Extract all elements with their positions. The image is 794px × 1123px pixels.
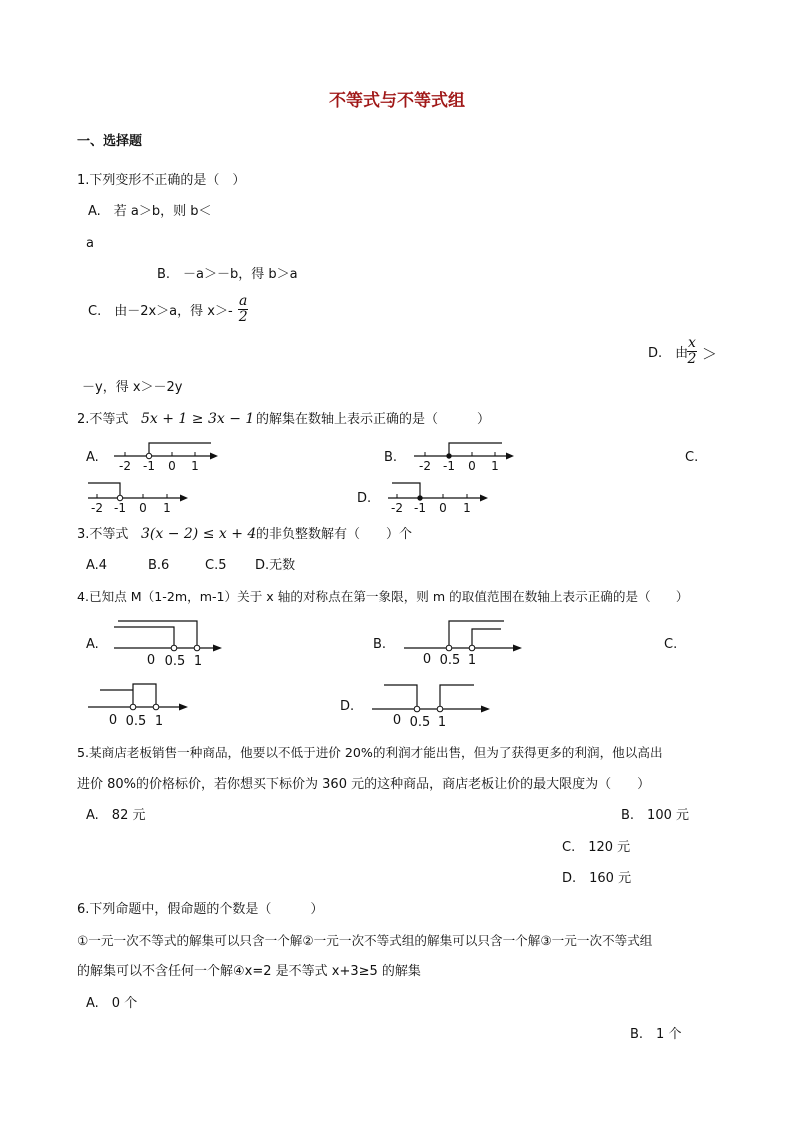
q4-option-d-numberline: [372, 682, 492, 732]
q2-option-d-numberline: [388, 482, 488, 516]
tick-label: 0: [439, 501, 447, 515]
tick-label: -2: [91, 501, 103, 515]
q3-option-c: C.5: [205, 558, 227, 573]
q4-option-b-label: B.: [373, 637, 387, 652]
q5-option-d: D. 160 元: [562, 871, 632, 886]
tick-label: 1: [491, 459, 499, 473]
page-title: 不等式与不等式组: [329, 91, 465, 111]
tick-label: 1: [163, 501, 171, 515]
q3-stem-suffix: 的非负整数解有（ ）个: [256, 527, 413, 542]
q4-option-a-label: A.: [86, 637, 99, 652]
tick-label: -1: [143, 459, 155, 473]
q3-stem-prefix: 3.不等式: [77, 527, 129, 542]
q1-option-d: D. 由: [648, 346, 689, 361]
q4-option-d-label: D.: [340, 699, 355, 714]
tick-label: 1: [437, 715, 447, 730]
fraction-numerator: x: [688, 335, 696, 351]
tick-label: 0: [108, 713, 118, 728]
q2-inequality: 5x + 1 ≥ 3x − 1: [141, 411, 255, 427]
tick-label: 0.5: [439, 653, 461, 668]
q4-option-c-label: C.: [664, 637, 678, 652]
q1-option-d-fraction: [687, 336, 697, 367]
q4-stem: 4.已知点 M（1-2m，m-1）关于 x 轴的对称点在第一象限，则 m 的取值范围在数轴上表示正确的是（ ）: [77, 589, 689, 604]
q4-option-c-numberline: [88, 683, 192, 731]
tick-label: 0: [468, 459, 476, 473]
tick-label: -1: [443, 459, 455, 473]
fraction-denominator: 2: [687, 351, 697, 367]
q1-option-a-continued: a: [86, 236, 94, 251]
tick-label: 1: [467, 653, 477, 668]
tick-label: 0.5: [409, 715, 431, 730]
q6-option-a: A. 0 个: [86, 996, 138, 1011]
q1-option-a: A. 若 a＞b，则 b＜: [88, 204, 212, 219]
q5-stem-line2: 进价 80%的价格标价，若你想买下标价为 360 元的这种商品，商店老板让价的最大限度为（ ）: [77, 777, 651, 792]
q5-option-a: A. 82 元: [86, 808, 146, 823]
q6-statements-line1: ①一元一次不等式的解集可以只含一个解②一元一次不等式组的解集可以只含一个解③一元一次不等式组: [77, 933, 653, 948]
q6-statements-line2: 的解集可以不含任何一个解④x=2 是不等式 x+3≥5 的解集: [77, 964, 421, 979]
tick-label: 0: [422, 652, 432, 667]
q5-option-b: B. 100 元: [621, 808, 689, 823]
tick-label: 0.5: [125, 714, 147, 729]
q3-option-a: A.4: [86, 558, 108, 573]
q1-option-b: B. －a＞－b，得 b＞a: [157, 267, 298, 282]
q1-stem: 1.下列变形不正确的是（ ）: [77, 173, 246, 188]
fraction-numerator: a: [239, 293, 248, 309]
tick-label: 0: [146, 653, 156, 668]
section-heading: 一、选择题: [77, 134, 143, 149]
tick-label: -2: [391, 501, 403, 515]
tick-label: 1: [191, 459, 199, 473]
q5-stem-line1: 5.某商店老板销售一种商品，他要以不低于进价 20%的利润才能出售，但为了获得更多的利润，他以高出: [77, 745, 663, 760]
q6-option-b: B. 1 个: [630, 1027, 682, 1042]
tick-label: 0: [392, 713, 402, 728]
tick-label: 0: [139, 501, 147, 515]
q3-option-d: D.无数: [255, 558, 296, 573]
q2-option-b-label: B.: [384, 450, 398, 465]
q1-option-c-fraction: [238, 294, 248, 325]
q2-option-a-numberline: [114, 440, 218, 474]
tick-label: 0: [168, 459, 176, 473]
q6-stem: 6.下列命题中，假命题的个数是（ ）: [77, 902, 324, 917]
q3-option-b: B.6: [148, 558, 170, 573]
q2-option-a-label: A.: [86, 450, 99, 465]
q2-option-b-numberline: [414, 440, 514, 474]
q2-option-c-numberline: [88, 482, 188, 516]
q3-inequality: 3(x − 2) ≤ x + 4: [141, 526, 257, 542]
q1-option-d-continued: －y，得 x＞－2y: [82, 380, 183, 395]
q2-stem-suffix: 的解集在数轴上表示正确的是（ ）: [256, 412, 491, 427]
q5-option-c: C. 120 元: [562, 840, 631, 855]
tick-label: -2: [419, 459, 431, 473]
q2-option-d-label: D.: [357, 491, 372, 506]
q1-option-d-symbol: ＞: [702, 345, 718, 363]
q2-stem-prefix: 2.不等式: [77, 412, 129, 427]
tick-label: 1: [193, 654, 203, 669]
tick-label: 0.5: [164, 654, 186, 669]
q4-option-b-numberline: [404, 618, 524, 670]
fraction-denominator: 2: [238, 309, 248, 325]
q4-option-a-numberline: [114, 618, 224, 670]
tick-label: -1: [114, 501, 126, 515]
q1-option-c: C. 由－2x＞a，得 x＞-: [88, 304, 233, 319]
tick-label: -2: [119, 459, 131, 473]
tick-label: -1: [414, 501, 426, 515]
tick-label: 1: [154, 714, 164, 729]
q2-option-c-label: C.: [685, 450, 699, 465]
tick-label: 1: [463, 501, 471, 515]
